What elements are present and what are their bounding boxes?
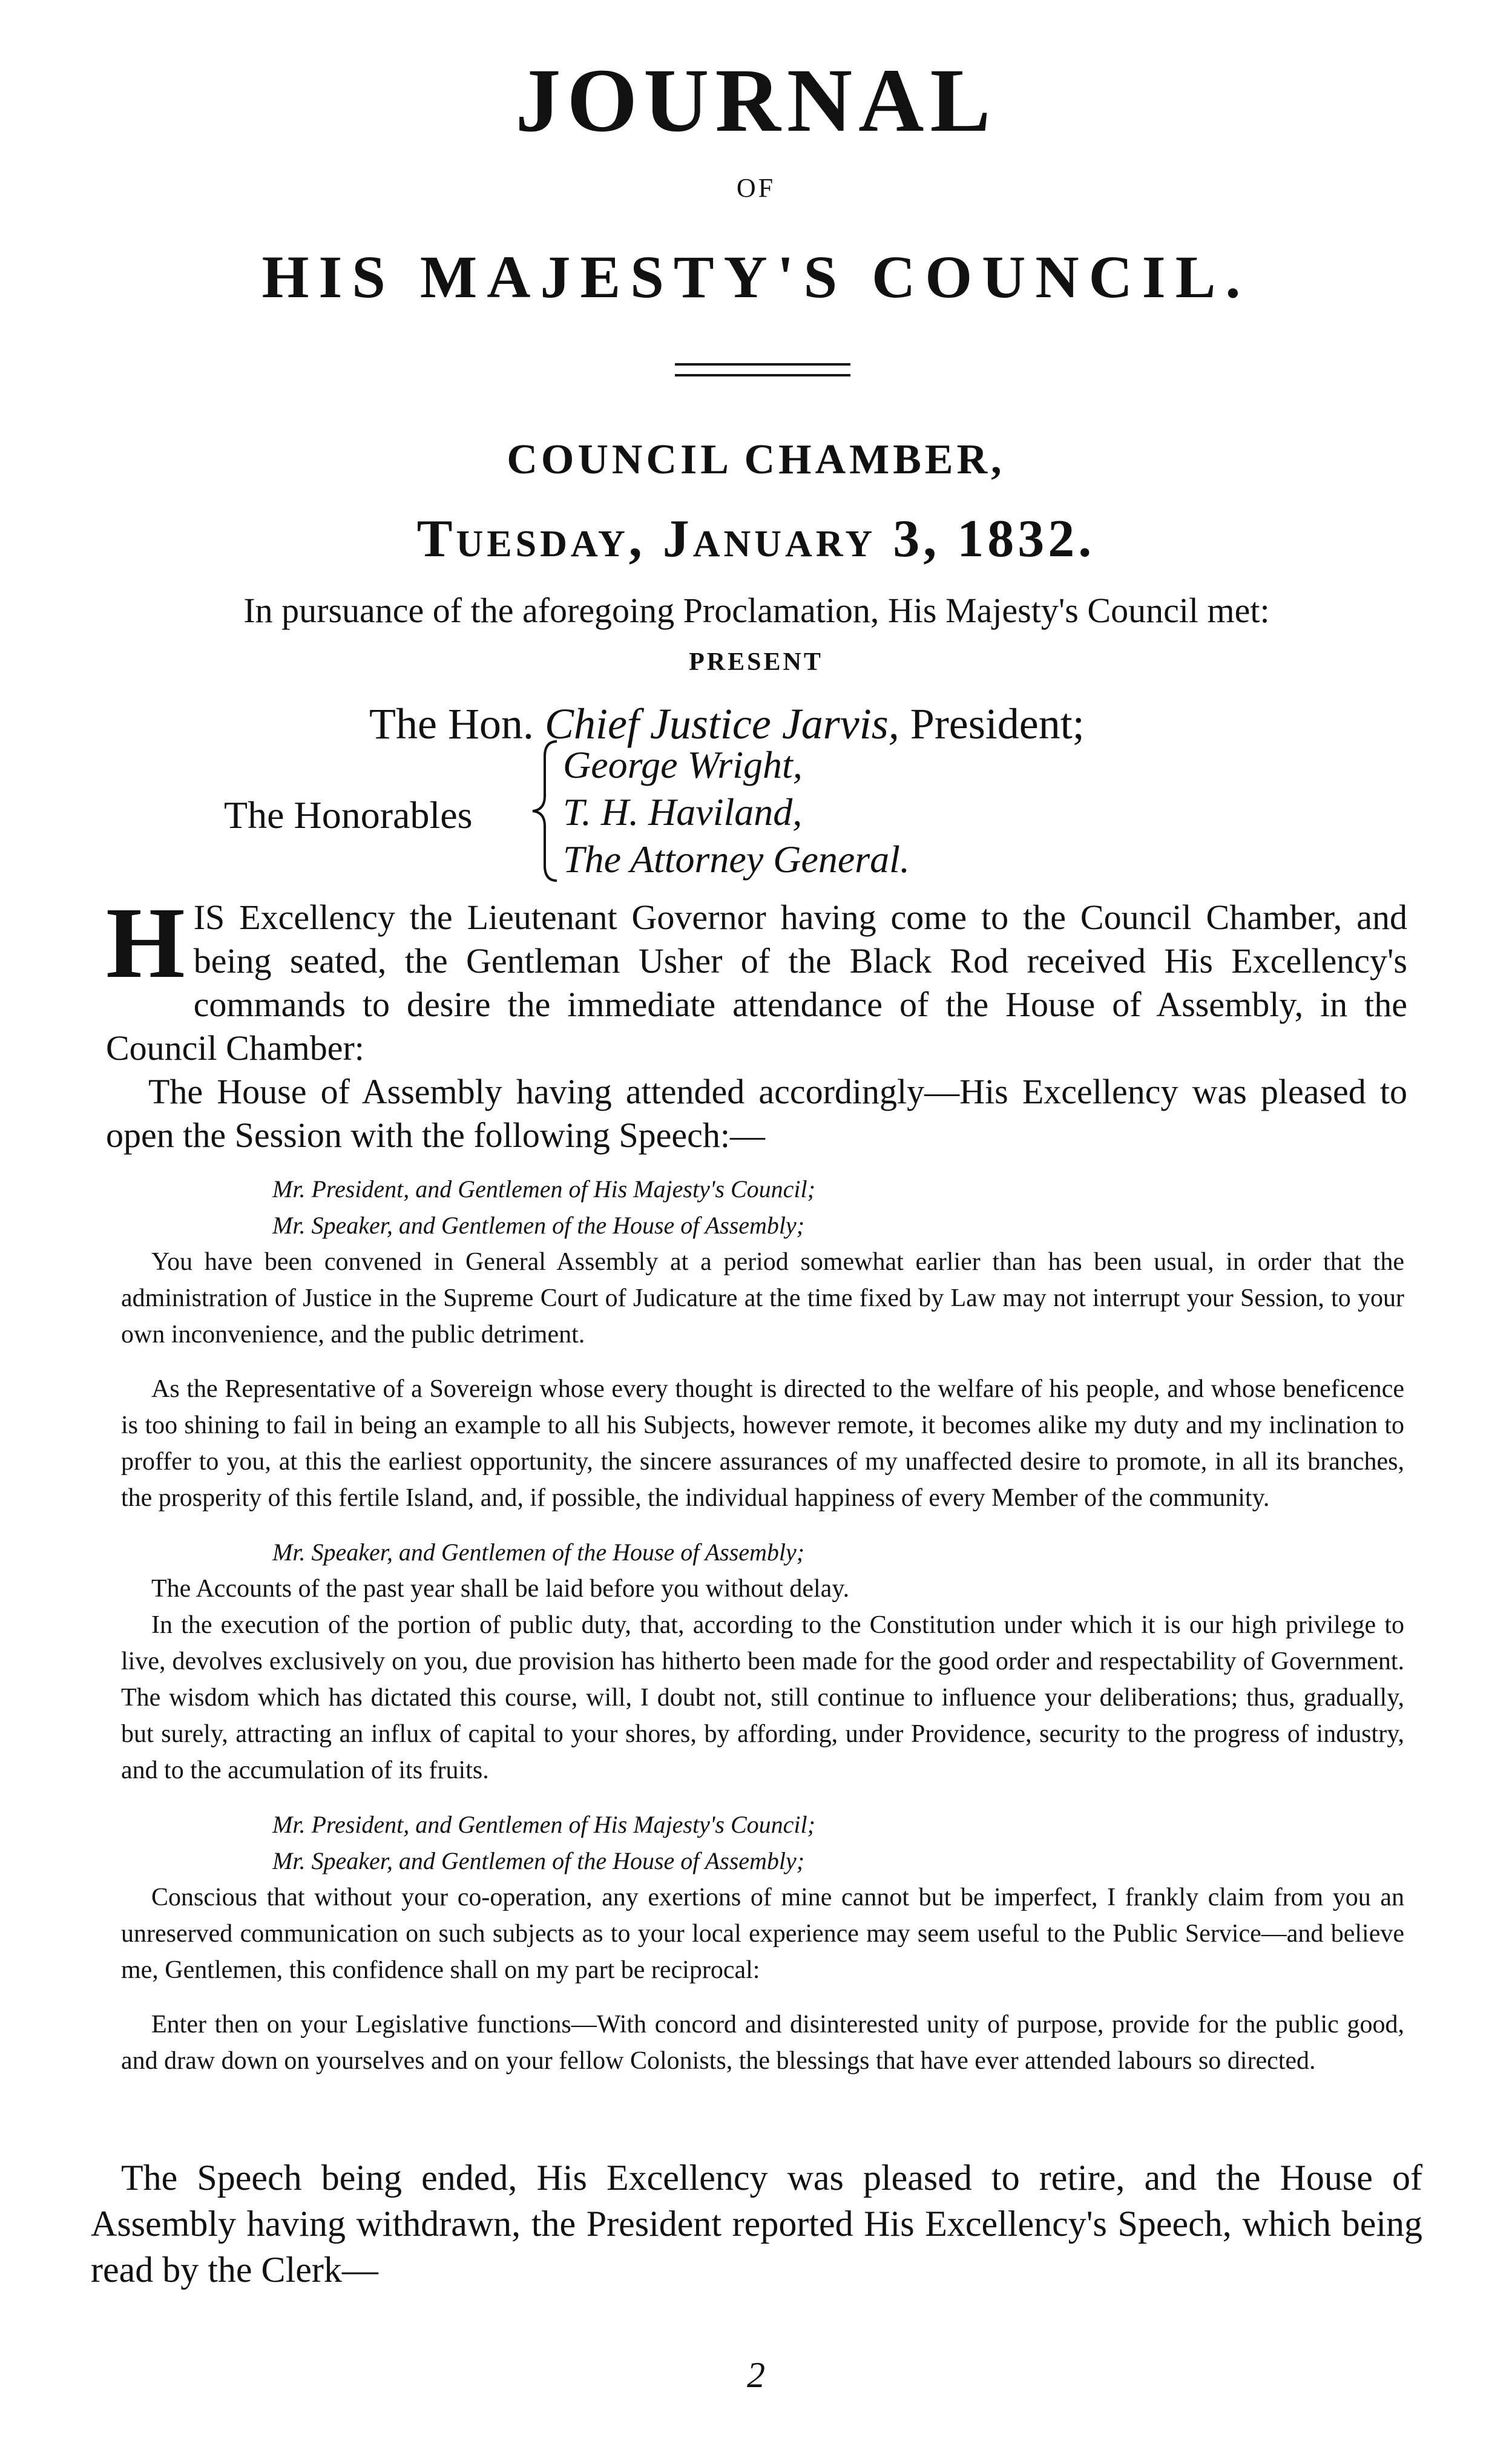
present-label: PRESENT: [689, 648, 823, 676]
session-date: Tuesday, January 3, 1832.: [416, 510, 1096, 568]
curly-brace-icon: [527, 738, 563, 884]
speech-paragraph: Conscious that without your co-operation, any exertions of mine cannot but be imperfect, I frankly claim from you an unreserved communication on such subjects as to your local experience may seem useful to the Public Service—and believe me, Gentlemen, this confidence shall on my part be reciprocal:: [121, 1884, 1404, 1984]
page-number: 2: [747, 2355, 765, 2395]
speech-salutation: Mr. President, and Gentlemen of His Majesty's Council;: [272, 1175, 815, 1203]
speech-paragraph: Enter then on your Legislative functions—With concord and disinterested unity of purpose, provide for the public good, and draw down on yourselves and on your fellow Colonists, the blessings that have ever attended labours so directed.: [121, 2011, 1404, 2075]
honorables-label: The Honorables: [224, 793, 473, 836]
speech-paragraph: In the execution of the portion of public duty, that, according to the Constitution under which it is our high privilege to live, devolves exclusively on you, due provision has hitherto been made for the good order and respectability of Government. The wisdom which has dictated this course, will, I doubt not, still continue to influence your deliberations; thus, gradually, but surely, attracting an influx of capital to your shores, by affording, under Providence, security to the progress of industry, and to the accumulation of its fruits.: [121, 1611, 1404, 1784]
title-of: OF: [736, 173, 776, 203]
president-name: Chief Justice Jarvis,: [544, 700, 899, 748]
drop-cap: H: [106, 887, 185, 999]
speech-paragraph: As the Representative of a Sovereign whose every thought is directed to the welfare of his people, and whose beneficence is too shining to fail in being an example to all his Subjects, however remote, it becomes alike my duty and my inclination to proffer to you, at this the earliest opportunity, the sincere assurances of my unaffected desire to promote, in all its branches, the prosperity of this fertile Island, and, if possible, the individual happiness of every Member of the community.: [121, 1375, 1404, 1512]
speech-salutation: Mr. Speaker, and Gentlemen of the House of Assembly;: [272, 1212, 805, 1239]
honorable-member: George Wright,: [563, 743, 803, 786]
speech-salutation: Mr. President, and Gentlemen of His Majesty's Council;: [272, 1811, 815, 1838]
speech-salutation: Mr. Speaker, and Gentlemen of the House of Assembly;: [272, 1847, 805, 1874]
speech-salutation: Mr. Speaker, and Gentlemen of the House of Assembly;: [272, 1539, 805, 1566]
speech-paragraph: You have been convened in General Assembly at a period somewhat earlier than has been usual, in order that the administration of Justice in the Supreme Court of Judicature at the time fixed by Law may not interrupt your Session, to your own inconvenience, and the public detriment.: [121, 1248, 1404, 1348]
narrative-paragraph: IS Excellency the Lieutenant Governor having come to the Council Chamber, and being seated, the Gentleman Usher of the Black Rod received His Excellency's commands to desire the immediate attendance of the House of Assembly, in the Council Chamber:: [106, 898, 1407, 1068]
journal-title: JOURNAL: [515, 50, 997, 151]
president-title: President;: [910, 700, 1085, 748]
honorables-list: [563, 741, 910, 883]
closing-paragraph: The Speech being ended, His Excellency was pleased to retire, and the House of Assembly having withdrawn, the President reported His Excellency's Speech, which being read by the Clerk—: [91, 2158, 1422, 2290]
narrative-paragraph: The House of Assembly having attended accordingly—His Excellency was pleased to open the Session with the following Speech:—: [106, 1072, 1407, 1155]
hon-prefix: The Hon.: [369, 700, 534, 748]
title-rule-divider: [675, 363, 850, 385]
governor-speech: [121, 1171, 1404, 2097]
pursuance-line: In pursuance of the aforegoing Proclamation, His Majesty's Council met:: [243, 591, 1270, 630]
speech-paragraph: The Accounts of the past year shall be laid before you without delay.: [151, 1575, 850, 1603]
chamber-heading: COUNCIL CHAMBER,: [507, 436, 1005, 483]
council-title: HIS MAJESTY'S COUNCIL.: [261, 243, 1251, 310]
narrative-block: [106, 887, 1407, 1157]
honorable-member: The Attorney General.: [563, 838, 910, 881]
honorable-member: T. H. Haviland,: [563, 790, 803, 833]
